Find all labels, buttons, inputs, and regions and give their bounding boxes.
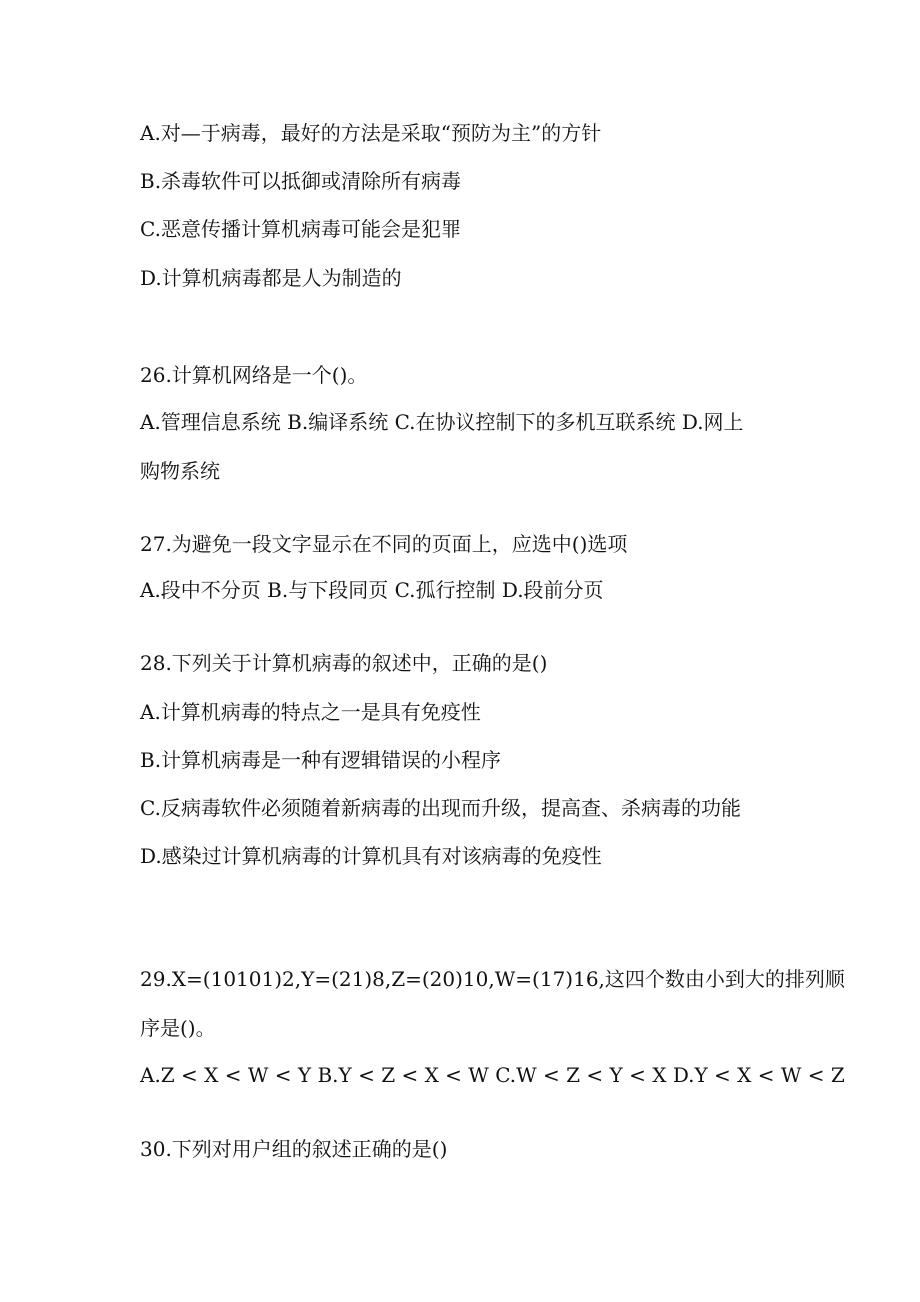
- q28-stem: 28.下列关于计算机病毒的叙述中，正确的是(): [140, 651, 548, 675]
- q27-stem: 27.为避免一段文字显示在不同的页面上，应选中()选项: [140, 532, 628, 556]
- q26-options-line2: 购物系统: [140, 459, 220, 483]
- q29-stem-line2: 序是()。: [140, 1016, 216, 1040]
- q29-options: A.Z < X < W < Y B.Y < Z < X < W C.W < Z < Y < X D.Y < X < W < Z: [140, 1063, 845, 1087]
- q25-option-a: A.对—于病毒，最好的方法是采取“预防为主”的方针: [140, 121, 602, 145]
- q28-option-d: D.感染过计算机病毒的计算机具有对该病毒的免疫性: [140, 844, 602, 868]
- q27-options: A.段中不分页 B.与下段同页 C.孤行控制 D.段前分页: [140, 578, 604, 602]
- q30-stem: 30.下列对用户组的叙述正确的是(): [140, 1137, 448, 1161]
- q29-stem-line1: 29.X=(10101)2,Y=(21)8,Z=(20)10,W=(17)16,这四个数由小到大的排列顺: [140, 967, 845, 991]
- q25-option-d: D.计算机病毒都是人为制造的: [140, 266, 402, 290]
- q28-option-b: B.计算机病毒是一种有逻辑错误的小程序: [140, 748, 502, 772]
- q25-option-b: B.杀毒软件可以抵御或清除所有病毒: [140, 169, 462, 193]
- q26-options-line1: A.管理信息系统 B.编译系统 C.在协议控制下的多机互联系统 D.网上: [140, 410, 744, 434]
- q26-stem: 26.计算机网络是一个()。: [140, 363, 368, 387]
- q25-option-c: C.恶意传播计算机病毒可能会是犯罪: [140, 217, 461, 241]
- q28-option-a: A.计算机病毒的特点之一是具有免疫性: [140, 700, 481, 724]
- q28-option-c: C.反病毒软件必须随着新病毒的出现而升级，提高查、杀病毒的功能: [140, 796, 741, 820]
